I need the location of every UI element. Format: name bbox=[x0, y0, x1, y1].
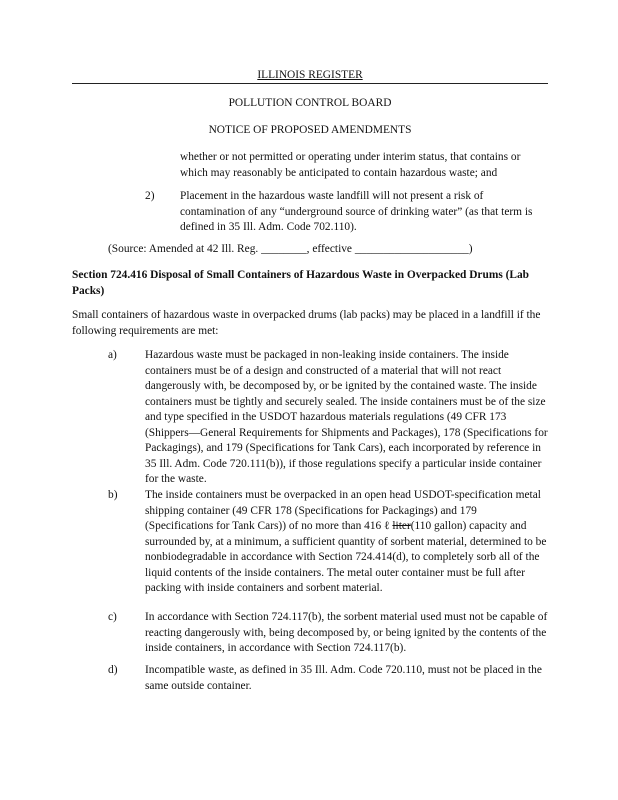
item-c-text: In accordance with Section 724.117(b), the sorbent material used must not be capable of reacting dangerously with, being decomposed by, or being ignited by the contents of the inside containers, in accordance with Section 724.117(b). bbox=[145, 611, 548, 654]
item-b-struck-text: liter bbox=[392, 520, 411, 532]
item-2-number: 2) bbox=[145, 190, 155, 202]
board-title: POLLUTION CONTROL BOARD bbox=[228, 97, 392, 109]
item-c-label: c) bbox=[108, 611, 117, 623]
register-title: ILLINOIS REGISTER bbox=[257, 69, 363, 81]
header-rule bbox=[72, 83, 548, 84]
item-b-text-after: (110 gallon) capacity and surrounded by, at a minimum, a sufficient quantity of sorbent material, determined to be nonbiodegradable in accordance with Section 724.414(d), to completely sorb all of the liquid contents of the inside containers. The metal outer container must be full after packing with inside containers and sorbent material. bbox=[145, 520, 547, 594]
item-a-label: a) bbox=[108, 349, 117, 361]
item-b-text bbox=[145, 488, 548, 597]
continuation-paragraph: whether or not permitted or operating under interim status, that contains or which may reasonably be anticipated to contain hazardous waste; and bbox=[180, 151, 521, 179]
item-b-text-before: The inside containers must be overpacked in an open head USDOT-specification metal shipping container (49 CFR 178 (Specifications for Packagings) and 179 (Specifications for Tank Cars)) of no more than 416 ℓ bbox=[145, 489, 541, 532]
item-b-label: b) bbox=[108, 489, 118, 501]
item-d-text: Incompatible waste, as defined in 35 Ill. Adm. Code 720.110, must not be placed in the same outside container. bbox=[145, 664, 542, 692]
section-heading: Section 724.416 Disposal of Small Containers of Hazardous Waste in Overpacked Drums (Lab Packs) bbox=[72, 269, 530, 297]
source-note: (Source: Amended at 42 Ill. Reg. ________, effective ____________________) bbox=[108, 243, 473, 255]
section-intro: Small containers of hazardous waste in overpacked drums (lab packs) may be placed in a landfill if the following requirements are met: bbox=[72, 309, 541, 337]
item-d-label: d) bbox=[108, 664, 118, 676]
notice-title: NOTICE OF PROPOSED AMENDMENTS bbox=[208, 124, 412, 136]
item-2-text: Placement in the hazardous waste landfill will not present a risk of contamination of any “underground source of drinking water” (as that term is defined in 35 Ill. Adm. Code 702.110). bbox=[180, 190, 533, 233]
item-a-text: Hazardous waste must be packaged in non-leaking inside containers. The inside containers must be of a design and constructed of a material that will not react dangerously with, be decomposed by, or be ignited by the contained waste. The inside containers must be tightly and securely sealed. The inside containers must be of the size and type specified in the USDOT hazardous materials regulations (49 CFR 173 (Shippers—General Requirements for Shipments and Packages), 178 (Specifications for Packagings), and 179 (Specifications for Tank Cars), each incorporated by reference in 35 Ill. Adm. Code 720.111(b)), if those regulations specify a particular inside container for the waste. bbox=[145, 349, 548, 485]
